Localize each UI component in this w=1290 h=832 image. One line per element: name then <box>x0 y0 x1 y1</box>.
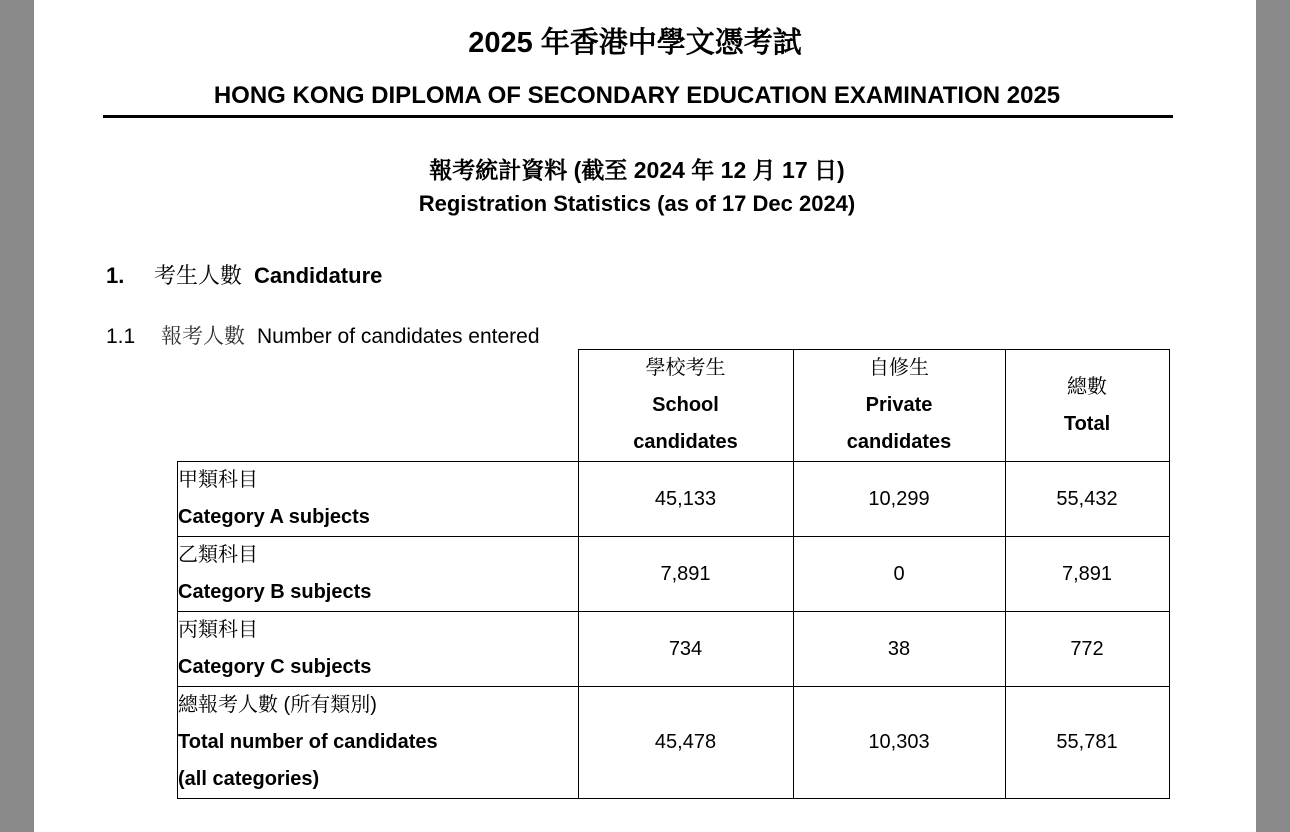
cell-school: 45,478 <box>578 687 793 799</box>
table-row <box>178 537 1170 612</box>
title-divider <box>103 115 1173 118</box>
title-english: HONG KONG DIPLOMA OF SECONDARY EDUCATION EXAMINATION 2025 <box>213 82 1061 109</box>
table-row <box>178 462 1170 537</box>
section-1-number: 1. <box>106 263 125 288</box>
section-1-1-heading <box>106 320 540 350</box>
cell-private: 0 <box>793 537 1005 612</box>
header-school-candidates <box>578 350 793 462</box>
cell-total: 55,781 <box>1005 687 1169 799</box>
cell-private: 10,299 <box>793 462 1005 537</box>
table-row <box>178 612 1170 687</box>
header-school-en1: School <box>652 394 719 416</box>
row-label-zh: 甲類科目 <box>178 469 258 491</box>
header-total-en1: Total <box>1063 412 1111 435</box>
cell-total: 55,432 <box>1005 462 1169 537</box>
row-label-zh: 丙類科目 <box>178 619 258 641</box>
header-blank-cell <box>178 350 579 462</box>
section-1-label-zh: 考生人數 <box>154 263 243 288</box>
cell-school: 7,891 <box>578 537 793 612</box>
row-label-en: Category B subjects <box>178 581 372 603</box>
cell-private: 38 <box>793 612 1005 687</box>
cell-total: 7,891 <box>1005 537 1169 612</box>
section-1-1-label-zh: 報考人數 <box>161 325 245 348</box>
row-label <box>178 612 579 687</box>
section-1-1-label-en: Number of candidates entered <box>257 325 540 348</box>
table-row-total <box>178 687 1170 799</box>
section-1-label-en: Candidature <box>254 263 383 288</box>
cell-total: 772 <box>1005 612 1169 687</box>
cell-private: 10,303 <box>793 687 1005 799</box>
row-label-zh: 總報考人數 (所有類別) <box>178 694 377 716</box>
candidature-table <box>177 349 1170 799</box>
header-total-zh: 總數 <box>1067 375 1107 398</box>
header-school-zh: 學校考生 <box>645 357 726 379</box>
header-private-candidates <box>793 350 1005 462</box>
header-total <box>1005 350 1169 462</box>
row-label <box>178 687 579 799</box>
cell-school: 734 <box>578 612 793 687</box>
row-label <box>178 537 579 612</box>
header-private-zh: 自修生 <box>869 357 929 379</box>
header-private-en1: Private <box>865 394 933 416</box>
row-label-en: Total number of candidates <box>178 731 438 753</box>
title-chinese: 2025 年香港中學文憑考試 <box>468 27 802 59</box>
header-school-en2: candidates <box>633 431 738 453</box>
cell-school: 45,133 <box>578 462 793 537</box>
row-label-en: Category A subjects <box>178 506 370 528</box>
row-label-en: Category C subjects <box>178 656 372 678</box>
section-1-heading <box>106 259 382 290</box>
header-private-en2: candidates <box>846 431 952 453</box>
row-label-zh: 乙類科目 <box>178 544 258 566</box>
row-label <box>178 462 579 537</box>
section-1-1-number: 1.1 <box>106 325 136 348</box>
subtitle-english: Registration Statistics (as of 17 Dec 2024) <box>418 191 856 216</box>
subtitle-chinese: 報考統計資料 (截至 2024 年 12 月 17 日) <box>429 157 845 183</box>
table-header-row <box>178 350 1170 462</box>
row-label-en-2: (all categories) <box>178 768 320 790</box>
